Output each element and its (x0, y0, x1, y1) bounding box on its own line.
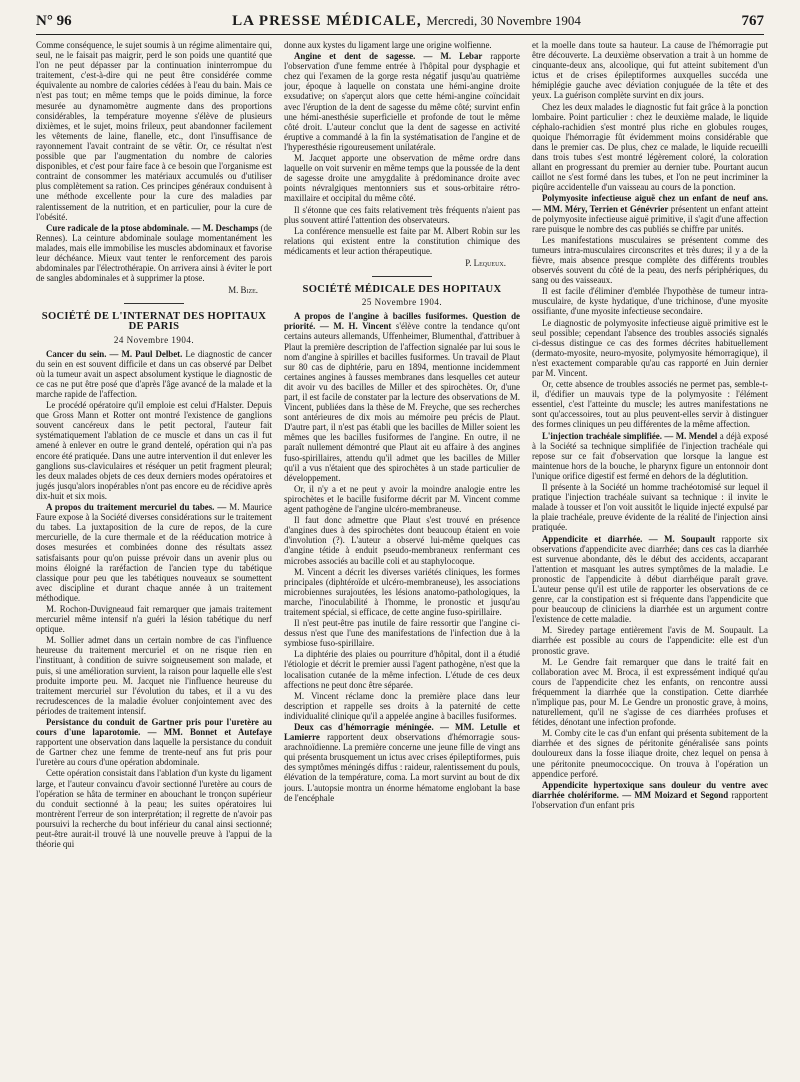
paragraph: M. Vincent a décrit les diverses variétés cliniques, les formes principales (diphtéroïde et ulcéro-membraneuse), les associations microbiennes surajoutées, les lésions anatomo-pathologiques, la marche, l'inoculabilité à l'homme, le pronostic et jusqu'au traitement spécial, si efficace, de cette angine fuso-spirillaire. (284, 566, 520, 617)
paragraph: Chez les deux malades le diagnostic fut fait grâce à la ponction lombaire. Point particulier : chez le deuxième malade, le liquide céphalo-rachidien s'est montré plus riche en globules rouges, quoique l'hémorragie fût évidemment moins considérable que dans le premier cas. De plus, chez ce malade, le liquide recueilli dans trois tubes s'est montré légèrement coloré, la coloration allant en progressant du premier au dernier tube. Pourtant aucun caillot ne s'est formé dans les tubes, et l'on ne peut incriminer la piqûre accidentelle d'un vaisseau au cours de la ponction. (532, 101, 768, 193)
signature: M. Bize. (228, 285, 258, 296)
paragraph: Appendicite et diarrhée. — M. Soupault rapporte six observations d'appendicite avec diarrhée; dans ces cas la diarrhée est survenue abondante, dès le début des accidents, accaparant l'attention et masquant les autres symptômes de la maladie. Le pronostic de l'appendicite à début diarrhéique paraît grave. L'auteur pense qu'il est utile de rapporter les observations de ce genre, car la constipation est si fréquente dans l'appendicite que pour beaucoup de cliniciens la diarrhée est un argument contre l'existence de cette maladie. (532, 533, 768, 625)
paragraph-heading: Cancer du sein. — M. Paul Delbet. (46, 348, 183, 359)
section-date: 24 Novembre 1904. (113, 334, 195, 345)
paragraph: Angine et dent de sagesse. — M. Lebar rapporte l'observation d'une femme entrée à l'hôpital pour dysphagie et chez qui l'examen de la gorge resta négatif jusqu'au quatrième jour, époque à laquelle on constata une hémi-angine droite exsudative; on s'aperçut alors que cette hémi-angine coïncidait avec l'éruption de la dent de sagesse du même côté; survint enfin une hémi-anesthésie superficielle et profonde de tout le même côté droit. L'auteur conclut que la dent de sagesse en activité éruptive a commandé à la fin la systématisation de l'angine et de l'hyperesthésie rigoureusement unilatérale. (284, 51, 520, 152)
paragraph: M. Rochon-Duvigneaud fait remarquer que jamais traitement mercuriel même intensif n'a guéri la lésion tabétique du nerf optique. (36, 603, 272, 635)
paragraph-heading: L'injection trachéale simplifiée. — M. Mendel (542, 430, 718, 441)
running-header (36, 8, 764, 35)
paragraph: Appendicite hypertoxique sans douleur du ventre avec diarrhée cholériforme. — MM Moizard et Segond rapportent l'observation d'un enfant pris (532, 779, 768, 810)
paragraph-heading: Angine et dent de sagesse. — M. Lebar (294, 51, 483, 62)
paragraph: Or, cette absence de troubles associés ne permet pas, semble-t-il, d'édifier un mauvais type de la polymyosite : l'élément essentiel, c'est l'atteinte du muscle; les autres manifestations ne sont qu'accessoires, tout au plus peuvent-elles servir à distinguer des formes cliniques un peu différentes de la même affection. (532, 379, 768, 430)
paragraph-heading: Persistance du conduit de Gartner pris pour l'uretère au cours d'une laparotomie. — MM. Bonnet et Autefaye (36, 717, 272, 738)
section-date: 25 Novembre 1904. (361, 297, 443, 308)
section-title: SOCIÉTÉ MÉDICALE DES HOPITAUX (302, 284, 502, 296)
column-3 (532, 40, 768, 1078)
paragraph: Il s'étonne que ces faits relativement très fréquents n'aient pas plus souvent attiré l'attention des observateurs. (284, 204, 520, 225)
paragraph: L'injection trachéale simplifiée. — M. Mendel a déjà exposé à la Société sa technique simplifiée de l'injection trachéale qui repose sur ce fait d'observation que lorsque la langue est maintenue hors de la bouche, le pharynx figure un entonnoir dont l'unique orifice digestif est fermé en dehors de la déglutition. (532, 430, 768, 481)
paragraph: Comme conséquence, le sujet soumis à un régime alimentaire qui, seul, ne le faisait pas maigrir, perd le son poids une quantité que l'on ne peut dépasser par la continuation ininterrompue du traitement, c'est-à-dire qui ne peut être considérée comme équivalente au nombre de calories cédées à l'eau du bain. Mais ce n'est pas tout; en même temps que le poids diminue, la force mesurée au dynamomètre augmente dans des proportions considérables, la température moyenne s'élève de plusieurs dixièmes, et le sujet, moins frileux, peut abandonner facilement les vêtements de laine, flanelle, etc., dont l'insuffisance de rayonnement l'avait contraint de se vêtir. Or, ce résultat n'est possible que par l'augmentation du nombre de calories disponibles, et c'est pour faire face à ce besoin que l'organisme est contraint de consommer les matériaux accumulés ou d'utiliser plus complètement sa ration. Ces principes généraux conduisent à une méthode excellente pour la cure des maladies par ralentissement de la nutrition, et en particulier, pour la cure de l'obésité. (36, 40, 272, 222)
paragraph: A propos de l'angine à bacilles fusiformes. Question de priorité. — M. H. Vincent s'élève contre la tendance qu'ont certains auteurs allemands, Uffenheimer, Blumenthal, d'attribuer à Plaut la première description de l'affection signalée par lui sous le nom d'angine à spirilles et bacilles fusiformes. Un travail de Plaut sur 80 cas de diphtérie, paru en 1894, mentionne incidemment certaines angines à fausses membranes dans lesquelles cet auteur dit avoir vu des bacilles de Miller et des spirochètes. Or, d'une part, il est facile de constater par la lecture des observations de M. Vincent, publiées dans la thèse de M. Freyche, que ses recherches sont antérieures de dix mois au mémoire peu précis de Plaut. D'autre part, il n'est pas établi que les bacilles de Miller soient les mêmes que les bacilles fusiformes de l'angine. En outre, il ne paraît nullement démontré que Plaut ait eu affaire à des angines fuso-spirillaires, attendu qu'il admet que les bacilles de Miller qu'il a vus n'étaient que des spirochètes à un stade particulier de développement. (284, 311, 520, 483)
column-1 (36, 40, 272, 1078)
journal-title: LA PRESSE MÉDICALE, Mercredi, 30 Novembre 1904 (232, 12, 581, 29)
issue-number: N° 96 (36, 12, 72, 29)
paragraph: donne aux kystes du ligament large une origine wolfienne. (284, 40, 492, 50)
paragraph-heading: Appendicite hypertoxique sans douleur du ventre avec diarrhée cholériforme. — MM Moizard et Segond (532, 779, 768, 800)
paragraph: Deux cas d'hémorragie méningée. — MM. Letulle et Lamierre rapportent deux observations d'hémorragie sous-arachnoïdienne. La première concerne une jeune fille de vingt ans qui présenta brusquement un ictus avec crises épileptiformes, puis des symptômes méningés diffus : raideur, ralentissement du pouls, élévation de la température, coma. La mort survint au bout de dix jours. L'autopsie montra un énorme hématome englobant la base de l'encéphale (284, 722, 520, 803)
paragraph-heading: Appendicite et diarrhée. — M. Soupault (542, 533, 716, 544)
paragraph: Il présente à la Société un homme trachéotomisé sur lequel il pratique l'injection trachéale suivant sa technique : il invite le malade à tousser et l'on voit aussitôt le liquide injecté expulsé par la plaie trachéale, preuve évidente de la réalité de l'injection ainsi pratiquée. (532, 482, 768, 533)
paragraph-heading: Cure radicale de la ptose abdominale. — M. Deschamps (46, 222, 259, 233)
paragraph: Le diagnostic de polymyosite infectieuse aiguë primitive est le seul possible; cependant l'absence des troubles associés signalés ci-dessus distingue ce cas des formes décrites habituellement (dermato-myosite, neuro-myosite, polymyosite hémorragique), il n'est exactement comparable qu'au cas rapporté en Juin dernier par M. Vincent. (532, 317, 768, 378)
paragraph: Les manifestations musculaires se présentent comme des tumeurs intra-musculaires circonscrites et très dures; il y a de la fièvre, mais absence presque complète des différents troubles observés souvent du côté de la peau, des nerfs périphériques, du sang ou des vaisseaux. (532, 234, 768, 286)
paragraph: La diphtérie des plaies ou pourriture d'hôpital, dont il a étudié l'étiologie et décrit le premier aussi l'agent pathogène, n'est que la localisation cutanée de la même infection. L'étude de ces deux affections ne peut donc être séparée. (284, 649, 520, 690)
paragraph: M. Comby cite le cas d'un enfant qui présenta subitement de la diarrhée et des signes de péritonite généralisée sans points douloureux dans la fosse iliaque droite, chez lequel on pensa à une péritonite pneumococcique. On trouva à l'opération un appendice perforé. (532, 728, 768, 779)
paragraph: Il faut donc admettre que Plaut s'est trouvé en présence d'angines dues à des spirochètes dont beaucoup étaient en voie d'involution (?). L'auteur a observé lui-même quelques cas d'angine tétide à enduit pseudo-membraneux renfermant ces microbes associés au bacille coli et au staphylocoque. (284, 515, 520, 566)
paragraph: M. Jacquet apporte une observation de même ordre dans laquelle on voit survenir en même temps que la poussée de la dent de sagesse droite une amygdalite à prédominance droite avec points névralgiques mentonniers sus et sous-orbitaire rétro-maxillaire et occipital du même côté. (284, 153, 520, 204)
article-columns (36, 40, 768, 1078)
paragraph: Il est facile d'éliminer d'emblée l'hypothèse de tumeur intra-musculaire, de kyste hydatique, d'une trichinose, d'une myosite ossifiante, d'une myosite infectieuse secondaire. (532, 286, 768, 317)
paragraph: Cette opération consistait dans l'ablation d'un kyste du ligament large, et l'auteur convaincu d'avoir sectionné l'uretère au cours de l'opération se hâta de terminer en abouchant le tronçon supérieur du conduit sectionné à la peau; les suites opératoires lui montrèrent l'erreur de son interprétation; il regrette de n'avoir pas poursuivi la recherche du bout inférieur du canal ainsi sectionné; peut-être aurait-il trouvé là une nouvelle preuve à l'appui de la théorie qui (36, 768, 272, 850)
paragraph: M. Le Gendre fait remarquer que dans le traité fait en collaboration avec M. Broca, il est expressément indiqué qu'au cours de l'appendicite chez les enfants, on rencontre aussi fréquemment la diarrhée que la constipation. Cette diarrhée n'implique pas, pour M. Le Gendre un pronostic grave, à moins, naturellement, qu'il ne s'agisse de ces diarrhées profuses et fétides, dénotant une infection profonde. (532, 656, 768, 728)
paragraph: Cancer du sein. — M. Paul Delbet. Le diagnostic de cancer du sein en est souvent difficile et dans un cas observé par Delbet où la tumeur avait un aspect absolument kystique le diagnostic de ce cas ne put être posé que d'après l'âge avancé de la malade et la marche rapide de l'affection. (36, 348, 272, 399)
paragraph-heading: Polymyosite infectieuse aiguë chez un enfant de neuf ans. — MM. Méry, Terrien et Génévrier (532, 193, 768, 214)
paragraph-heading: A propos de l'angine à bacilles fusiformes. Question de priorité. — M. H. Vincent (284, 311, 520, 332)
paragraph-heading: A propos du traitement mercuriel du tabes. — (46, 502, 227, 513)
paragraph: Cure radicale de la ptose abdominale. — M. Deschamps (de Rennes). La ceinture abdominale soulage momentanément les malades, mais elle immobilise les muscles abdominaux et favorise leur déchéance. Mieux vaut tenter le renforcement des parois abdominales par l'électrothérapie. On arrivera ainsi à éviter le port de sangles abdominales et à supprimer la ptose. (36, 222, 272, 284)
paragraph: Or, il n'y a et ne peut y avoir la moindre analogie entre les spirochètes et le bacille fusiforme décrit par M. Vincent comme agent pathogène de l'angine ulcéro-membraneuse. (284, 483, 520, 515)
paragraph: M. Vincent réclame donc la première place dans leur description et rappelle ses droits à la paternité de cette individualité clinique qu'il a appelée angine à bacilles fusiformes. (284, 690, 520, 721)
column-2 (284, 40, 520, 1078)
section-title: SOCIÉTÉ DE L'INTERNAT DES HOPITAUX DE PARIS (41, 311, 267, 333)
paragraph: Il n'est peut-être pas inutile de faire ressortir que l'angine ci-dessus n'est que l'une des manifestations de l'infection due à la symbiose fuso-spirillaire. (284, 618, 520, 649)
journal-dateline: Mercredi, 30 Novembre 1904 (426, 12, 581, 28)
paragraph: et la moelle dans toute sa hauteur. La cause de l'hémorragie put être découverte. La deuxième observation a trait à un homme de cinquante-deux ans, alcoolique, qui fut atteint subitement d'un ictus et de crises épileptiformes auxquelles succéda une hémiplégie gauche avec déviation conjuguée de la tête et des yeux. La guérison complète survint en dix jours. (532, 40, 768, 101)
paragraph-heading: Deux cas d'hémorragie méningée. — MM. Letulle et Lamierre (284, 722, 520, 743)
paragraph: M. Siredey partage entièrement l'avis de M. Soupault. La diarrhée est possible au cours de l'appendicite: elle est d'un pronostic grave. (532, 625, 768, 656)
signature: P. Lequeux. (465, 257, 506, 268)
section-divider (124, 303, 184, 304)
paragraph: A propos du traitement mercuriel du tabes. — M. Maurice Faure expose à la Société diverses considérations sur le traitement du tabes. La juxtaposition de la cure de repos, de la cure mercurielle, de la cure thermale et de la rééducation motrice à doses mesurées et combinées donne des résultats assez satisfaisants pour qu'on puisse prévoir dans un avenir plus ou moins éloigné la raréfaction de l'ancien type du tabétique classique pour peu que les tabétiques nouveaux se soumettent avec discipline et durant chaque année à un traitement méthodique. (36, 502, 272, 603)
page-number: 767 (741, 12, 764, 29)
paragraph: La conférence mensuelle est faite par M. Albert Robin sur les relations qui existent entre la constitution chimique des médicaments et leur action thérapeutique. (284, 225, 520, 256)
paragraph: Polymyosite infectieuse aiguë chez un enfant de neuf ans. — MM. Méry, Terrien et Génévrier présentent un enfant atteint de polymyosite infectieuse aiguë primitive, il s'agit d'une affection rare puisque le nombre des cas publiés se chiffre par unités. (532, 193, 768, 234)
paragraph: M. Sollier admet dans un certain nombre de cas l'influence heureuse du traitement mercuriel et on ne risque rien en l'instituant, à condition de suivre soigneusement son malade, et puis, si une amélioration survient, la raison pour laquelle elle s'est produite importe peu. M. Jacquet nie l'influence heureuse du traitement mercuriel sur l'évolution du tabes, et il a vu des recrudescences de la maladie évoluer conjointement avec des périodes de traitement intensif. (36, 635, 272, 716)
paragraph: Persistance du conduit de Gartner pris pour l'uretère au cours d'une laparotomie. — MM. Bonnet et Autefaye rapportent une observation dans laquelle la persistance du conduit de Gartner chez une femme de trente-neuf ans fut pris pour l'uretère au cours d'une opération abdominale. (36, 717, 272, 768)
paragraph: Le procédé opératoire qu'il emploie est celui d'Halster. Depuis que Gross Mann et Rotter ont montré l'existence de ganglions souvent cancéreux dans le petit pectoral, l'auteur fait systématiquement l'ablation de ce muscle et dans un cas il fut amené à enlever en outre le grand dentelé, opération qui n'a pas encore été pratiquée. Dans une autre intervention il dut enlever les ganglions sus-claviculaires et réséquer un petit fragment pleural; les deux malades objets de ces deux derniers modes opératoires et jugés jusqu'alors inopérables n'ont pas encore eu de récidive après dix-huit et six mois. (36, 400, 272, 501)
section-divider (372, 276, 432, 277)
